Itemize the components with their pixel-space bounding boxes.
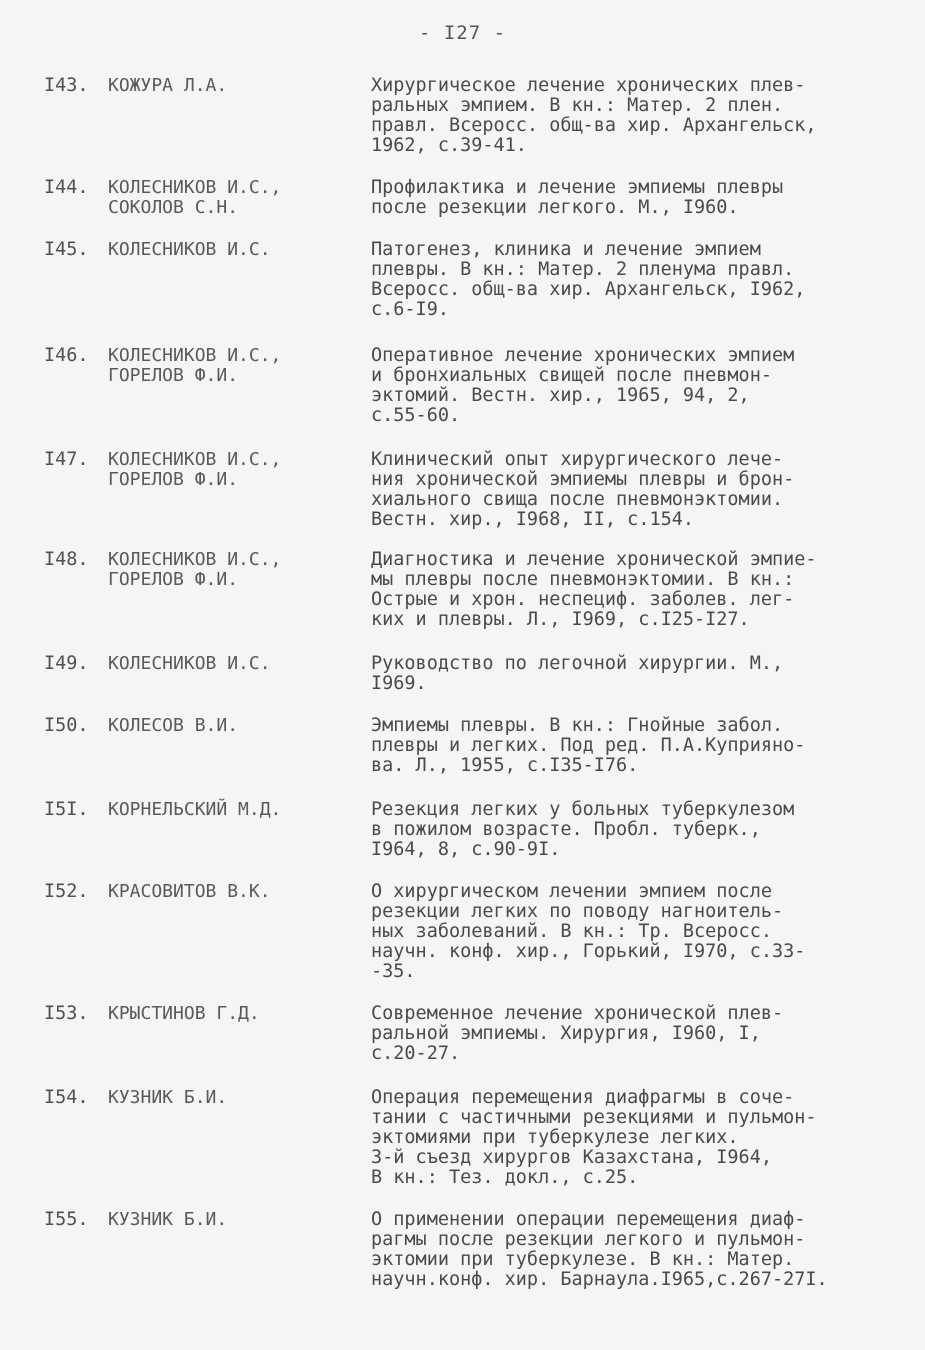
entry-number: I45.: [44, 239, 89, 260]
author-line: ГОРЕЛОВ Ф.И.: [108, 469, 239, 490]
author-line: КОЛЕСНИКОВ И.С.: [108, 239, 271, 260]
author-line: КОЖУРА Л.А.: [108, 75, 228, 96]
reference-line: I964, 8, с.90-9I.: [371, 839, 561, 860]
entry-authors: [108, 240, 358, 260]
entry-authors: [108, 1088, 358, 1108]
reference-line: ких и плевры. Л., I969, с.I25-I27.: [371, 609, 750, 630]
entry-number: I53.: [44, 1003, 89, 1024]
reference-line: Операция перемещения диафрагмы в соче-: [371, 1087, 795, 1108]
reference-line: ния хронической эмпиемы плевры и брон-: [371, 469, 795, 490]
entry-authors: [108, 178, 358, 218]
author-line: КУЗНИК Б.И.: [108, 1209, 228, 1230]
reference-line: Резекция легких у больных туберкулезом: [371, 799, 795, 820]
reference-line: Хирургическое лечение хронических плев-: [371, 75, 806, 96]
reference-line: правл. Всеросс. общ-ва хир. Архангельск,: [371, 115, 817, 136]
entry-reference: [371, 346, 891, 426]
entry-number: I44.: [44, 177, 89, 198]
reference-line: в пожилом возрасте. Пробл. туберк.,: [371, 819, 761, 840]
author-line: КОЛЕСНИКОВ И.С.,: [108, 345, 282, 366]
entry-reference: [371, 1210, 891, 1290]
entry-authors: [108, 550, 358, 590]
author-line: КОЛЕСНИКОВ И.С.: [108, 653, 271, 674]
reference-line: Клинический опыт хирургического лече-: [371, 449, 784, 470]
entry-number: I47.: [44, 449, 89, 470]
entry-number: I49.: [44, 653, 89, 674]
reference-line: Диагностика и лечение хронической эмпие-: [371, 549, 817, 570]
reference-line: эктомиями при туберкулезе легких.: [371, 1127, 739, 1148]
reference-line: и бронхиальных свищей после пневмон-: [371, 365, 772, 386]
entry-reference: [371, 1004, 891, 1064]
reference-line: ральных эмпием. В кн.: Матер. 2 плен.: [371, 95, 784, 116]
reference-line: с.55-60.: [371, 405, 461, 426]
entry-number: I43.: [44, 75, 89, 96]
author-line: КОЛЕСНИКОВ И.С.,: [108, 449, 282, 470]
reference-line: плевры. В кн.: Матер. 2 пленума правл.: [371, 259, 795, 280]
reference-line: Эмпиемы плевры. В кн.: Гнойные забол.: [371, 715, 784, 736]
entry-number: I5I.: [44, 799, 89, 820]
author-line: СОКОЛОВ С.Н.: [108, 197, 239, 218]
entry-reference: [371, 178, 891, 218]
reference-line: мы плевры после пневмонэктомии. В кн.:: [371, 569, 795, 590]
entry-number: I48.: [44, 549, 89, 570]
reference-line: после резекции легкого. М., I960.: [371, 197, 739, 218]
author-line: КОЛЕСНИКОВ И.С.,: [108, 177, 282, 198]
reference-line: рагмы после резекции легкого и пульмон-: [371, 1229, 806, 1250]
reference-line: плевры и легких. Под ред. П.А.Куприяно-: [371, 735, 806, 756]
entry-number: I54.: [44, 1087, 89, 1108]
reference-line: Патогенез, клиника и лечение эмпием: [371, 239, 761, 260]
entry-authors: [108, 1004, 358, 1024]
entry-authors: [108, 346, 358, 386]
entry-reference: [371, 450, 891, 530]
reference-line: 3-й съезд хирургов Казахстана, I964,: [371, 1147, 772, 1168]
entry-reference: [371, 800, 891, 860]
entry-reference: [371, 654, 891, 694]
reference-line: эктомии при туберкулезе. В кн.: Матер.: [371, 1249, 795, 1270]
entry-number: I46.: [44, 345, 89, 366]
reference-line: О применении операции перемещения диаф-: [371, 1209, 806, 1230]
reference-line: В кн.: Тез. докл., с.25.: [371, 1167, 639, 1188]
reference-line: -35.: [371, 961, 416, 982]
reference-line: тании с частичными резекциями и пульмон-: [371, 1107, 817, 1128]
reference-line: научн.конф. хир. Барнаула.I965,с.267-27I.: [371, 1269, 828, 1290]
author-line: КОЛЕСОВ В.И.: [108, 715, 239, 736]
author-line: ГОРЕЛОВ Ф.И.: [108, 569, 239, 590]
entry-authors: [108, 76, 358, 96]
reference-line: Оперативное лечение хронических эмпием: [371, 345, 795, 366]
reference-line: ва. Л., 1955, с.I35-I76.: [371, 755, 639, 776]
entry-authors: [108, 800, 358, 820]
reference-line: с.6-I9.: [371, 299, 449, 320]
reference-line: ных заболеваний. В кн.: Тр. Всеросс.: [371, 921, 772, 942]
reference-line: Руководство по легочной хирургии. М.,: [371, 653, 784, 674]
author-line: КОРНЕЛЬСКИЙ М.Д.: [108, 799, 282, 820]
entry-reference: [371, 1088, 891, 1188]
author-line: КРЫСТИНОВ Г.Д.: [108, 1003, 260, 1024]
reference-line: эктомий. Вестн. хир., 1965, 94, 2,: [371, 385, 750, 406]
entry-authors: [108, 1210, 358, 1230]
entry-reference: [371, 240, 891, 320]
author-line: КУЗНИК Б.И.: [108, 1087, 228, 1108]
entry-number: I50.: [44, 715, 89, 736]
author-line: КОЛЕСНИКОВ И.С.,: [108, 549, 282, 570]
author-line: ГОРЕЛОВ Ф.И.: [108, 365, 239, 386]
reference-line: резекции легких по поводу нагноитель-: [371, 901, 784, 922]
entry-authors: [108, 882, 358, 902]
reference-line: Всеросс. общ-ва хир. Архангельск, I962,: [371, 279, 806, 300]
entry-reference: [371, 76, 891, 156]
entry-authors: [108, 654, 358, 674]
reference-line: 1962, с.39-41.: [371, 135, 527, 156]
entry-authors: [108, 716, 358, 736]
reference-line: I969.: [371, 673, 427, 694]
reference-line: ральной эмпиемы. Хирургия, I960, I,: [371, 1023, 761, 1044]
reference-line: Профилактика и лечение эмпиемы плевры: [371, 177, 784, 198]
reference-line: Острые и хрон. неспециф. заболев. лег-: [371, 589, 795, 610]
reference-line: хиального свища после пневмонэктомии.: [371, 489, 784, 510]
entry-reference: [371, 882, 891, 982]
page-number: - I27 -: [418, 22, 507, 44]
entry-reference: [371, 716, 891, 776]
reference-line: с.20-27.: [371, 1043, 461, 1064]
reference-line: О хирургическом лечении эмпием после: [371, 881, 772, 902]
entry-number: I55.: [44, 1209, 89, 1230]
entry-reference: [371, 550, 891, 630]
entry-authors: [108, 450, 358, 490]
reference-line: научн. конф. хир., Горький, I970, с.33-: [371, 941, 806, 962]
reference-line: Вестн. хир., I968, II, с.154.: [371, 509, 695, 530]
author-line: КРАСОВИТОВ В.К.: [108, 881, 271, 902]
reference-line: Современное лечение хронической плев-: [371, 1003, 784, 1024]
entry-number: I52.: [44, 881, 89, 902]
